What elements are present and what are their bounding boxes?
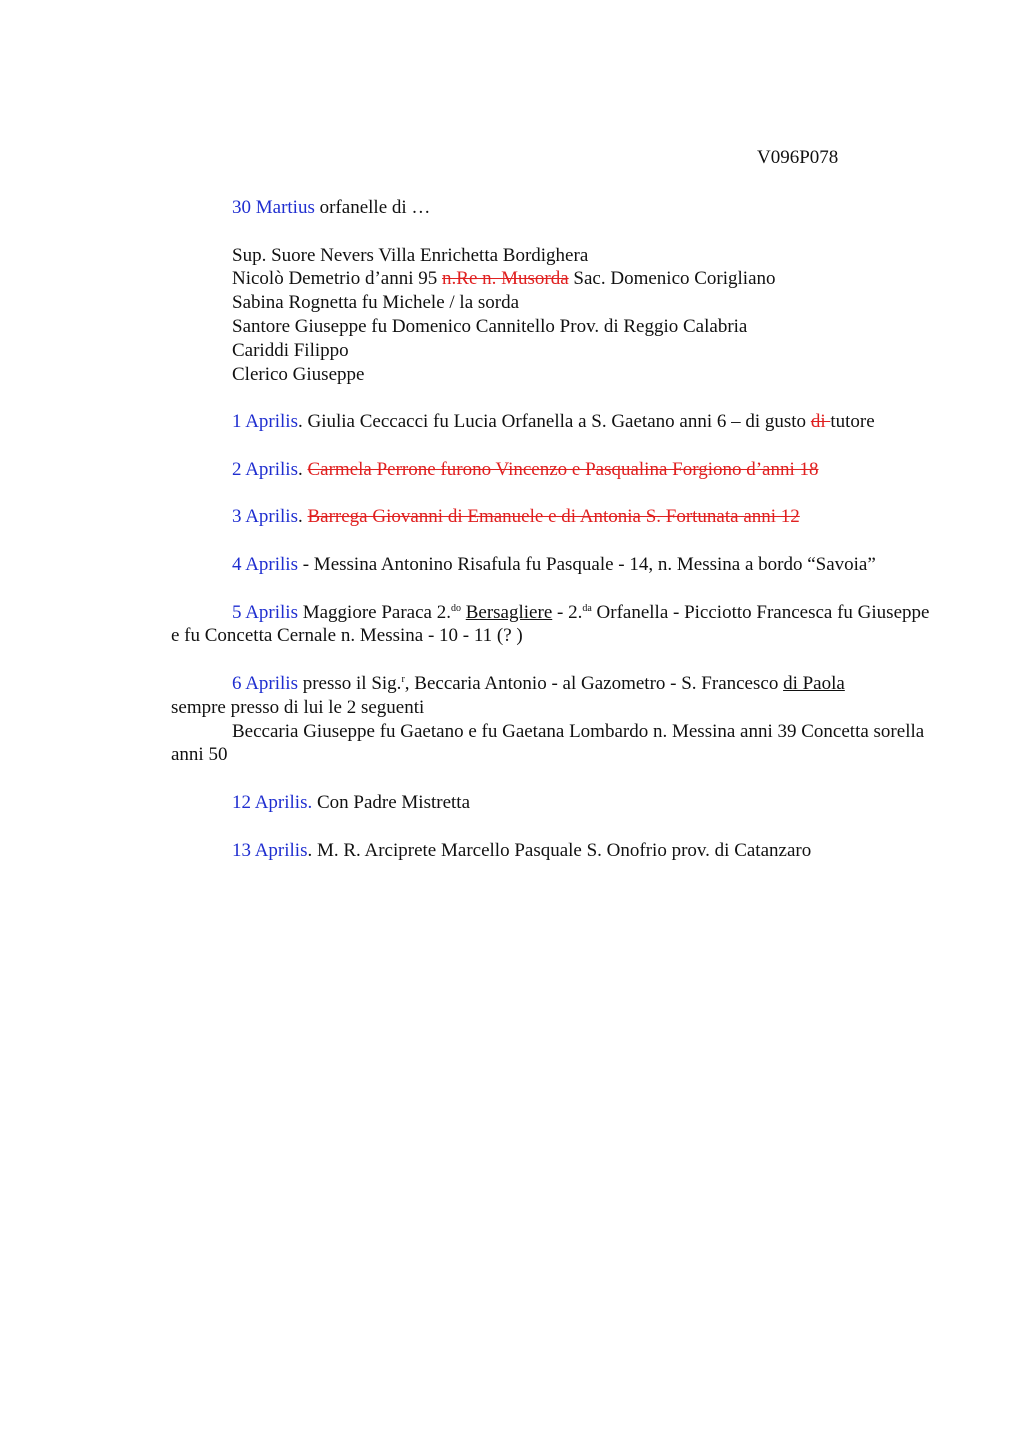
list-item: Santore Giuseppe fu Domenico Cannitello Prov. di Reggio Calabria (232, 315, 748, 337)
entry-text: sempre presso di lui le 2 seguenti (171, 696, 425, 718)
list-item: Clerico Giuseppe (232, 363, 365, 385)
entry-3-aprilis (171, 505, 941, 529)
page-id: V096P078 (757, 147, 839, 168)
entry-date: 1 Aprilis (232, 411, 298, 433)
superscript: da (582, 602, 592, 614)
entry-12-aprilis (171, 791, 941, 815)
deleted-text: di (810, 411, 831, 433)
entry-text: . Giulia Ceccacci fu Lucia Orfanella a S. Gaetano anni 6 – di gusto (297, 411, 811, 433)
list-item-tail: Sac. Domenico Corigliano (568, 268, 776, 290)
entry-text: orfanelle di … (314, 197, 431, 218)
list-item: Sup. Suore Nevers Villa Enrichetta Bordighera (232, 244, 589, 266)
deleted-text: Carmela Perrone furono Vincenzo e Pasqualina Forgiono d’anni 18 (307, 458, 819, 480)
list-item: Sabina Rognetta fu Michele / la sorda (232, 292, 520, 314)
entry-30-martius (171, 196, 941, 220)
entry-13-aprilis (171, 839, 941, 863)
underlined-text: Bersagliere (465, 601, 553, 623)
entry-text: presso il Sig. (297, 672, 402, 694)
entry-6-aprilis-continuation: Beccaria Giuseppe fu Gaetano e fu Gaetana Lombardo n. Messina anni 39 Concetta sorella anni 50 (171, 720, 925, 766)
entry-text: Maggiore Paraca 2. (297, 601, 451, 623)
list-item: Cariddi Filippo (232, 339, 349, 361)
entry-4-aprilis (171, 553, 941, 577)
entry-date: 3 Aprilis (232, 506, 298, 528)
entry-text: - 2. (552, 601, 583, 623)
list-item-text: Nicolò Demetrio d’anni 95 (232, 268, 443, 290)
superscript: r (401, 673, 405, 685)
deleted-text: n.Re n. Musorda (442, 268, 569, 290)
entry-text: Con Padre Mistretta (312, 791, 471, 813)
entry-1-aprilis (171, 410, 941, 434)
underlined-text: di Paola (783, 672, 845, 694)
transcription-body (171, 196, 941, 886)
superscript: do (450, 602, 461, 614)
entry-5-aprilis (171, 601, 941, 649)
entry-6-aprilis (171, 672, 941, 720)
entry-date: 13 Aprilis (232, 839, 308, 861)
list-item (232, 267, 941, 291)
entry-date: 30 Martius (232, 197, 315, 218)
entry-text: , Beccaria Antonio - al Gazometro - S. Francesco (404, 672, 784, 694)
entry-text: . (297, 506, 308, 528)
entry-tail: tutore (830, 411, 875, 433)
entry-2-aprilis (171, 458, 941, 482)
entry-text: . M. R. Arciprete Marcello Pasquale S. Onofrio prov. di Catanzaro (307, 839, 812, 861)
name-list (171, 244, 941, 387)
deleted-text: Barrega Giovanni di Emanuele e di Antonia S. Fortunata anni 12 (307, 506, 800, 528)
entry-date: 12 Aprilis. (232, 791, 313, 813)
entry-text: . (297, 458, 308, 480)
entry-date: 2 Aprilis (232, 458, 298, 480)
entry-date: 6 Aprilis (232, 672, 298, 694)
entry-date: 4 Aprilis (232, 553, 298, 575)
entry-text: Orfanella - Picciotto Francesca fu Giuseppe e fu Concetta Cernale n. Messina - 10 - 11 (? ) (171, 601, 930, 647)
entry-date: 5 Aprilis (232, 601, 298, 623)
entry-text: - Messina Antonino Risafula fu Pasquale - 14, n. Messina a bordo “Savoia” (297, 553, 876, 575)
